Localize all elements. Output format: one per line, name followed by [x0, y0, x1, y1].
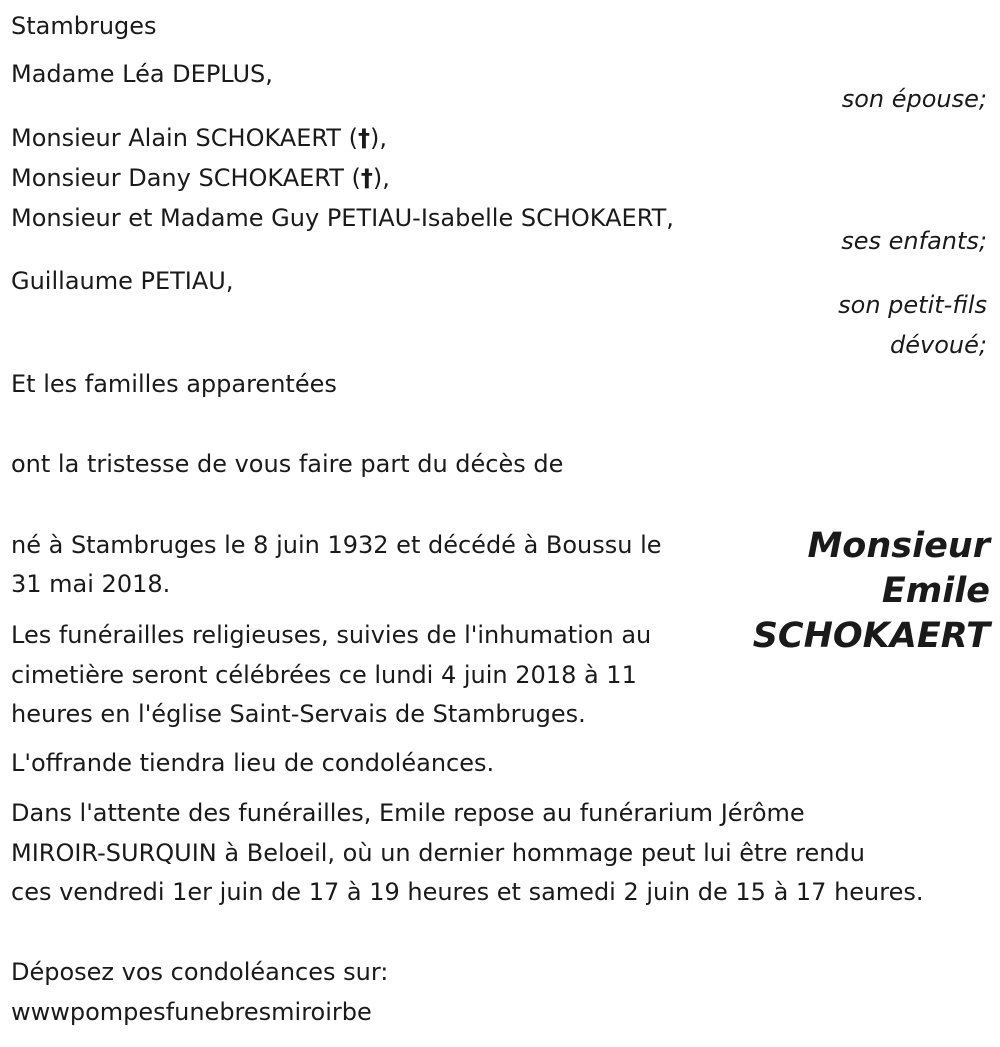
spouse-relation: son épouse; [841, 85, 987, 113]
viewing-line-3: ces vendredi 1er juin de 17 à 19 heures et samedi 2 juin de 15 à 17 heures. [11, 878, 924, 906]
deceased-last-name: SCHOKAERT [752, 616, 990, 656]
deceased-title: Monsieur [807, 526, 990, 566]
viewing-line-2: MIROIR-SURQUIN à Beloeil, où un dernier hommage peut lui être rendu [11, 839, 865, 867]
condolences-label: Déposez vos condoléances sur: [11, 958, 389, 986]
child-line-1: Monsieur Alain SCHOKAERT (†), [11, 124, 387, 152]
viewing-line-1: Dans l'attente des funérailles, Emile repose au funérarium Jérôme [11, 799, 805, 827]
offering: L'offrande tiendra lieu de condoléances. [11, 749, 495, 777]
cross-icon: † [360, 164, 373, 192]
deceased-name [753, 524, 990, 659]
announcement: ont la tristesse de vous faire part du décès de [11, 450, 564, 478]
grandchild-relation-1: son petit-fils [838, 291, 987, 319]
families: Et les familles apparentées [11, 370, 337, 398]
funeral-line-3: heures en l'église Saint-Servais de Stambruges. [11, 700, 586, 728]
condolences-url[interactable]: wwwpompesfunebresmiroirbe [11, 998, 372, 1026]
funeral-line-1: Les funérailles religieuses, suivies de l'inhumation au [11, 621, 652, 649]
location: Stambruges [11, 12, 157, 40]
child-line-2: Monsieur Dany SCHOKAERT (†), [11, 164, 390, 192]
grandchild-relation-2: dévoué; [890, 331, 987, 359]
funeral-line-2: cimetière seront célébrées ce lundi 4 juin 2018 à 11 [11, 661, 637, 689]
birth-death-line-2: 31 mai 2018. [11, 570, 171, 598]
children-relation: ses enfants; [841, 227, 987, 255]
cross-icon: † [357, 124, 370, 152]
grandchild-name: Guillaume PETIAU, [11, 267, 234, 295]
birth-death-line-1: né à Stambruges le 8 juin 1932 et décédé à Boussu le [11, 531, 662, 559]
spouse-name: Madame Léa DEPLUS, [11, 60, 273, 88]
child-line-3: Monsieur et Madame Guy PETIAU-Isabelle SCHOKAERT, [11, 204, 674, 232]
deceased-first-name: Emile [881, 571, 990, 611]
